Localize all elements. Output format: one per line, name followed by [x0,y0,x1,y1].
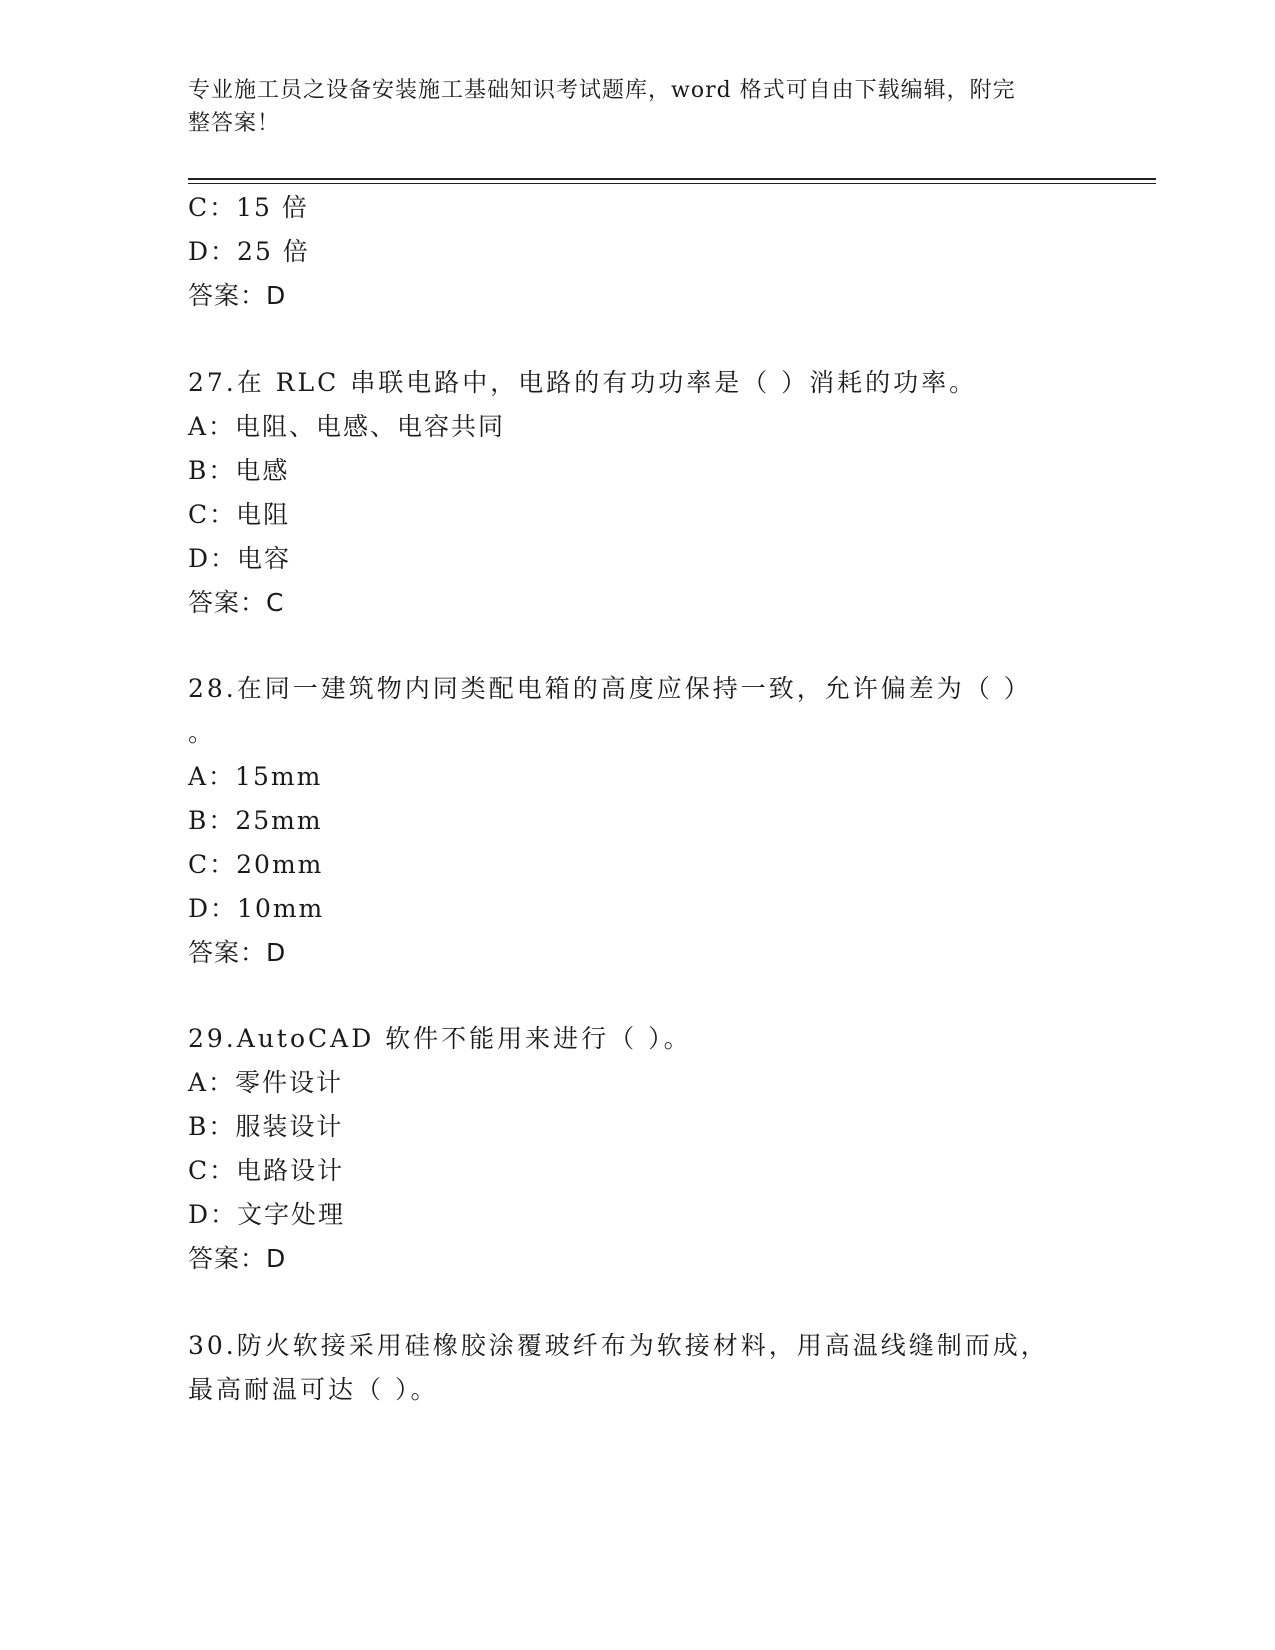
q28-option-c: C：20mm [188,850,324,879]
q28-answer: 答案：D [188,938,287,967]
q28-stem-line-1: 28.在同一建筑物内同类配电箱的高度应保持一致，允许偏差为（ ） [188,674,1032,703]
q29-option-b: B：服装设计 [188,1112,344,1141]
q29-option-c: C：电路设计 [188,1156,345,1185]
q30-stem-line-2: 最高耐温可达（ ）。 [188,1375,439,1404]
header-line-1: 专业施工员之设备安装施工基础知识考试题库，word 格式可自由下载编辑，附完 [188,78,1016,103]
q27-stem: 27.在 RLC 串联电路中，电路的有功功率是（ ）消耗的功率。 [188,368,978,397]
q27-option-c: C：电阻 [188,500,291,529]
header-line-2: 整答案！ [188,111,281,136]
q29-stem: 29.AutoCAD 软件不能用来进行（ ）。 [188,1024,692,1053]
q28-stem-line-2: 。 [188,718,216,747]
q29-option-a: A：零件设计 [188,1068,344,1097]
q27-answer: 答案：C [188,588,285,617]
q29-answer: 答案：D [188,1244,287,1273]
q29-option-d: D：文字处理 [188,1200,346,1229]
q28-option-d: D：10mm [188,894,325,923]
q28-option-b: B：25mm [188,806,323,835]
q27-option-b: B：电感 [188,456,290,485]
document-header [188,74,1068,140]
prev-option-c: C：15 倍 [188,193,309,222]
header-divider-thin [188,183,1156,184]
q27-option-d: D：电容 [188,544,292,573]
prev-option-d: D：25 倍 [188,237,310,266]
header-divider [188,178,1156,180]
q27-option-a: A：电阻、电感、电容共同 [188,412,506,441]
prev-answer: 答案：D [188,281,287,310]
q28-option-a: A：15mm [188,762,323,791]
q30-stem-line-1: 30.防火软接采用硅橡胶涂覆玻纤布为软接材料，用高温线缝制而成， [188,1331,1049,1360]
